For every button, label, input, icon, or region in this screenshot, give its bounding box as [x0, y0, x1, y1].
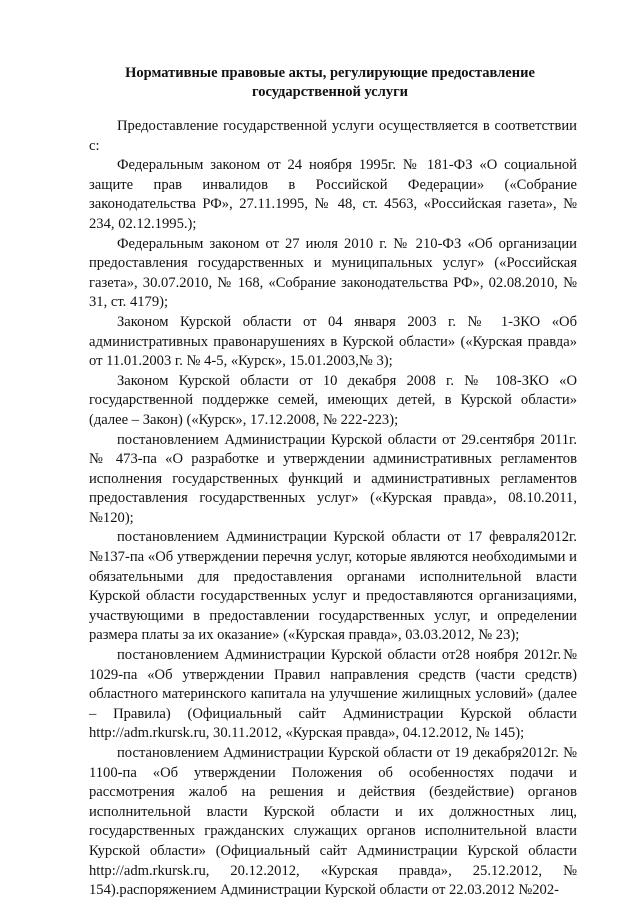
paragraph-federal-law-181: Федеральным законом от 24 ноября 1995г. № 181-ФЗ «О социальной защите прав инвалидов в Российской Федерации» («Собрание законодательства РФ», 27.11.1995, № 48, ст. 4563, «Российская газета», № 234, 02.12.1995.); — [89, 157, 577, 232]
paragraph-kursk-law-1: Законом Курской области от 04 января 2003 г. № 1-ЗКО «Об административных правонарушениях в Курской области» («Курская правда» от 11.01.2003 г. № 4-5, «Курск», 15.01.2003,№ 3); — [89, 313, 577, 370]
title-line-1: Нормативные правовые акты, регулирующие предоставление — [125, 65, 535, 81]
paragraph-kursk-law-108: Законом Курской области от 10 декабря 2008 г. № 108-ЗКО «О государственной поддержке семей, имеющих детей, в Курской области» (далее – Закон) («Курск», 17.12.2008, № 222-223); — [89, 372, 577, 428]
page-title — [80, 64, 580, 102]
title-line-2: государственной услуги — [251, 84, 409, 100]
paragraph-resolution-1029: постановлением Администрации Курской области от28 ноября 2012г.№ 1029-па «Об утверждении Правил направления средств (части средств) областного материнского капитала на улучшение жилищных условий» (далее – Правила) (Официальный сайт Администрации Курской области http://adm.rkursk.ru, 30.11.2012, «Курская правда», 04.12.2012, № 145); — [89, 647, 577, 742]
paragraph-intro: Предоставление государственной услуги осуществляется в соответствии с: — [89, 118, 577, 154]
paragraph-federal-law-210: Федеральным законом от 27 июля 2010 г. № 210-ФЗ «Об организации предоставления государственных и муниципальных услуг» («Российская газета», 30.07.2010, № 168, «Собрание законодательства РФ», 02.08.2010, № 31, ст. 4179); — [89, 235, 577, 311]
paragraph-resolution-1100: постановлением Администрации Курской области от 19 декабря2012г. № 1100-па «Об утверждении Положения об особенностях подачи и рассмотрения жалоб на решения и действия (бездействие) органов исполнительной власти Курской области и их должностных лиц, государственных гражданских служащих органов исполнительной власти Курской области» (Официальный сайт Администрации Курской области http://adm.rkursk.ru, 20.12.2012, «Курская правда», 25.12.2012, № 154).распоряжением Администрации Курской области от 22.03.2012 №202- — [89, 745, 577, 899]
document-body — [89, 117, 577, 901]
paragraph-resolution-473: постановлением Администрации Курской области от 29.сентября 2011г. № 473-па «О разработке и утверждении административных регламентов исполнения государственных функций и административных регламентов предоставления государственных услуг» («Курская правда», 08.10.2011, №120); — [89, 431, 577, 526]
paragraph-resolution-137: постановлением Администрации Курской области от 17 февраля2012г. №137-па «Об утверждении перечня услуг, которые являются необходимыми и обязательными для предоставления органами исполнительной власти Курской области государственных услуг и предоставляются организациями, участвующими в предоставлении государственных услуг, и определении размера платы за их оказание» («Курская правда», 03.03.2012, № 23); — [89, 529, 577, 644]
